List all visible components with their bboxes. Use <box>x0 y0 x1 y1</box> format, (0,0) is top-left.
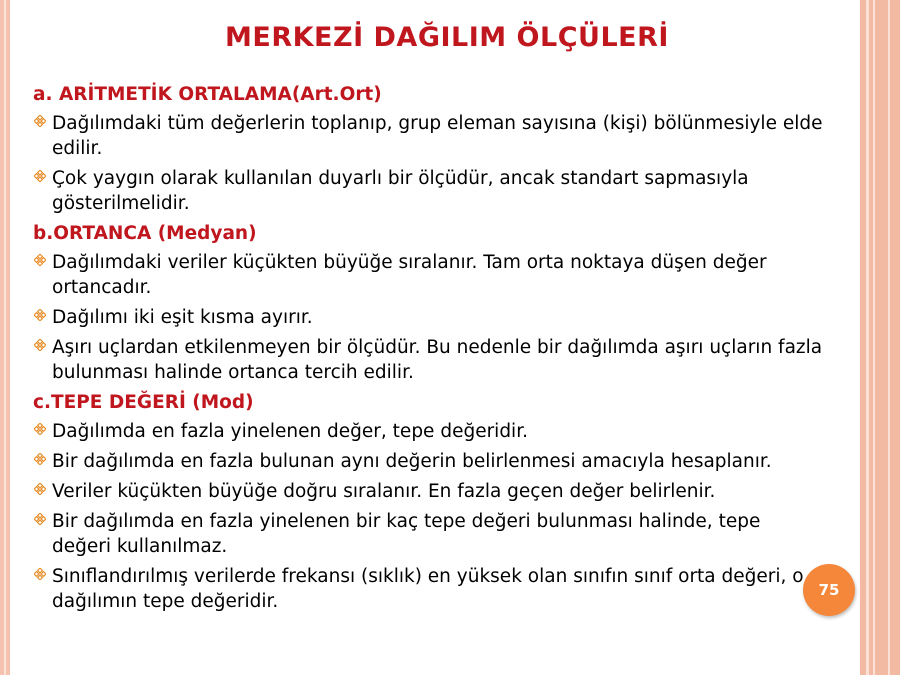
list-item-text: Dağılımdaki tüm değerlerin toplanıp, grup eleman sayısına (kişi) bölünmesiyle elde edilir. <box>52 113 823 159</box>
diamond-bullet-icon <box>33 509 47 534</box>
section-heading-arithmetic-mean: a. ARİTMETİK ORTALAMA(Art.Ort) <box>33 84 382 105</box>
list-item <box>33 509 823 559</box>
left-border-decoration <box>0 0 10 675</box>
list-item <box>33 111 823 161</box>
diamond-bullet-icon <box>33 166 47 191</box>
slide-title: MERKEZİ DAĞILIM ÖLÇÜLERİ <box>225 22 669 53</box>
slide <box>22 0 852 675</box>
list-item <box>33 335 823 385</box>
slide-content <box>33 80 823 619</box>
list-item <box>33 479 823 504</box>
list-item <box>33 305 823 330</box>
list-item <box>33 419 823 444</box>
list-item <box>33 166 823 216</box>
diamond-bullet-icon <box>33 479 47 504</box>
list-item-text: Aşırı uçlardan etkilenmeyen bir ölçüdür. Bu nedenle bir dağılımda aşırı uçların fazla bulunması halinde ortanca tercih edilir. <box>52 337 823 383</box>
list-item <box>33 564 823 614</box>
list-item-text: Dağılımda en fazla yinelenen değer, tepe değeridir. <box>52 421 528 442</box>
page-number-badge: 75 <box>803 564 855 616</box>
right-border-decoration <box>860 0 900 675</box>
section-heading-median: b.ORTANCA (Medyan) <box>33 223 257 244</box>
diamond-bullet-icon <box>33 305 47 330</box>
diamond-bullet-icon <box>33 250 47 275</box>
diamond-bullet-icon <box>33 564 47 589</box>
diamond-bullet-icon <box>33 335 47 360</box>
list-item-text: Bir dağılımda en fazla bulunan aynı değerin belirlenmesi amacıyla hesaplanır. <box>52 451 772 472</box>
list-item-text: Veriler küçükten büyüğe doğru sıralanır. En fazla geçen değer belirlenir. <box>52 481 716 502</box>
list-item-text: Bir dağılımda en fazla yinelenen bir kaç tepe değeri bulunması halinde, tepe değeri kullanılmaz. <box>52 511 761 557</box>
list-item-text: Dağılımdaki veriler küçükten büyüğe sıralanır. Tam orta noktaya düşen değer ortancadır. <box>52 252 767 298</box>
list-item-text: Çok yaygın olarak kullanılan duyarlı bir ölçüdür, ancak standart sapmasıyla gösterilmelidir. <box>52 168 749 214</box>
diamond-bullet-icon <box>33 449 47 474</box>
list-item <box>33 449 823 474</box>
list-item-text: Sınıflandırılmış verilerde frekansı (sıklık) en yüksek olan sınıfın sınıf orta değeri, o dağılımın tepe değeridir. <box>52 566 804 612</box>
diamond-bullet-icon <box>33 111 47 136</box>
diamond-bullet-icon <box>33 419 47 444</box>
list-item <box>33 250 823 300</box>
list-item-text: Dağılımı iki eşit kısma ayırır. <box>52 307 313 328</box>
section-heading-mode: c.TEPE DEĞERİ (Mod) <box>33 392 254 413</box>
